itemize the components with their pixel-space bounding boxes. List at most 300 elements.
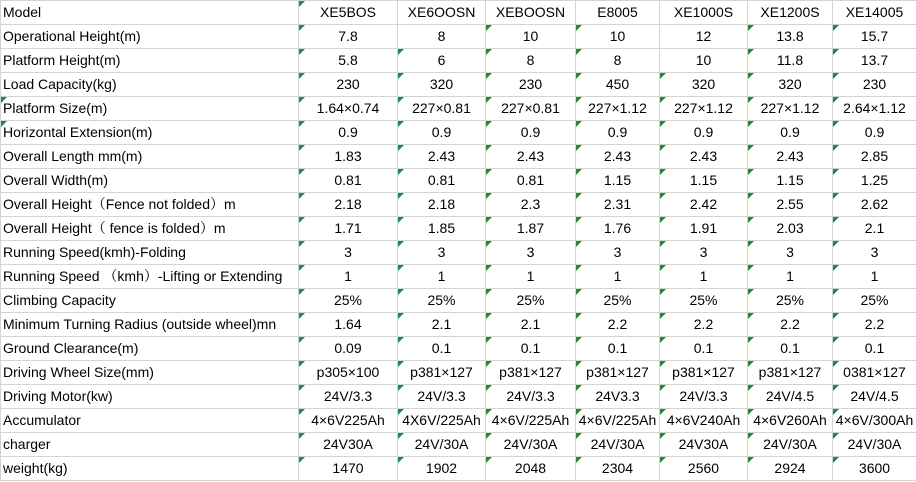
row-label: Ground Clearance(m) xyxy=(1,337,299,361)
cell-marker-icon xyxy=(833,73,839,79)
row-label: Platform Size(m) xyxy=(1,97,299,121)
table-cell: 1 xyxy=(398,265,486,289)
cell-marker-icon xyxy=(833,97,839,103)
row-label: Running Speed （kmh）-Lifting or Extending xyxy=(1,265,299,289)
table-cell: 1.85 xyxy=(398,217,486,241)
table-cell: 227×0.81 xyxy=(486,97,576,121)
table-cell: 13.7 xyxy=(833,49,916,73)
cell-marker-icon xyxy=(660,433,666,439)
row-label: Climbing Capacity xyxy=(1,289,299,313)
table-cell: 0.1 xyxy=(833,337,916,361)
cell-marker-icon xyxy=(398,73,404,79)
cell-marker-icon xyxy=(660,241,666,247)
table-cell: 2.43 xyxy=(576,145,660,169)
table-cell: 24V/3.3 xyxy=(486,385,576,409)
row-label: Horizontal Extension(m) xyxy=(1,121,299,145)
table-cell: 13.8 xyxy=(748,25,833,49)
cell-marker-icon xyxy=(486,145,492,151)
table-cell: 450 xyxy=(576,73,660,97)
cell-marker-icon xyxy=(576,409,582,415)
table-cell: 2.31 xyxy=(576,193,660,217)
cell-marker-icon xyxy=(748,337,754,343)
cell-marker-icon xyxy=(486,97,492,103)
cell-marker-icon xyxy=(833,313,839,319)
cell-marker-icon xyxy=(398,49,404,55)
table-row xyxy=(1,49,916,73)
row-label: Overall Height（Fence not folded）m xyxy=(1,193,299,217)
table-cell: 12 xyxy=(660,25,748,49)
cell-marker-icon xyxy=(660,97,666,103)
table-cell: 2304 xyxy=(576,457,660,481)
model-header-cell: XE1000S xyxy=(660,1,748,25)
table-row xyxy=(1,97,916,121)
table-cell: 2.1 xyxy=(833,217,916,241)
table-cell: 4×6V/300Ah xyxy=(833,409,916,433)
cell-marker-icon xyxy=(833,169,839,175)
table-cell: 24V/30A xyxy=(833,433,916,457)
table-cell: 24V30A xyxy=(299,433,398,457)
row-label: Driving Motor(kw) xyxy=(1,385,299,409)
table-cell: 1.76 xyxy=(576,217,660,241)
cell-marker-icon xyxy=(660,385,666,391)
table-cell: 7.8 xyxy=(299,25,398,49)
cell-marker-icon xyxy=(299,385,305,391)
model-header-cell: XEBOOSN xyxy=(486,1,576,25)
cell-marker-icon xyxy=(299,1,305,7)
cell-marker-icon xyxy=(398,289,404,295)
cell-marker-icon xyxy=(486,169,492,175)
table-cell: p381×127 xyxy=(576,361,660,385)
row-label: Platform Height(m) xyxy=(1,49,299,73)
cell-marker-icon xyxy=(660,169,666,175)
cell-marker-icon xyxy=(486,49,492,55)
cell-marker-icon xyxy=(748,169,754,175)
cell-marker-icon xyxy=(833,193,839,199)
table-cell: 227×1.12 xyxy=(660,97,748,121)
table-cell: 0.1 xyxy=(660,337,748,361)
cell-marker-icon xyxy=(486,313,492,319)
table-cell: 320 xyxy=(398,73,486,97)
cell-marker-icon xyxy=(576,217,582,223)
cell-marker-icon xyxy=(576,337,582,343)
table-cell: 2.43 xyxy=(660,145,748,169)
table-cell: 3 xyxy=(486,241,576,265)
table-cell: 1.87 xyxy=(486,217,576,241)
table-cell: 0.9 xyxy=(486,121,576,145)
table-cell: 25% xyxy=(576,289,660,313)
table-cell: 2.18 xyxy=(398,193,486,217)
table-cell: 0.81 xyxy=(299,169,398,193)
table-cell: 1 xyxy=(486,265,576,289)
cell-marker-icon xyxy=(833,361,839,367)
cell-marker-icon xyxy=(299,121,305,127)
cell-marker-icon xyxy=(398,385,404,391)
table-cell: 2924 xyxy=(748,457,833,481)
cell-marker-icon xyxy=(398,97,404,103)
table-cell: 8 xyxy=(398,25,486,49)
table-cell: 2.2 xyxy=(748,313,833,337)
table-cell: 2.43 xyxy=(486,145,576,169)
cell-marker-icon xyxy=(748,241,754,247)
cell-marker-icon xyxy=(576,313,582,319)
cell-marker-icon xyxy=(486,121,492,127)
header-row xyxy=(1,1,916,25)
cell-marker-icon xyxy=(398,193,404,199)
table-cell: 227×1.12 xyxy=(748,97,833,121)
cell-marker-icon xyxy=(660,409,666,415)
cell-marker-icon xyxy=(486,265,492,271)
table-cell: 15.7 xyxy=(833,25,916,49)
table-cell: p305×100 xyxy=(299,361,398,385)
cell-marker-icon xyxy=(299,433,305,439)
cell-marker-icon xyxy=(398,169,404,175)
table-cell: 25% xyxy=(833,289,916,313)
table-cell: 0.9 xyxy=(660,121,748,145)
table-cell: 4×6V/225Ah xyxy=(486,409,576,433)
table-cell: 25% xyxy=(398,289,486,313)
cell-marker-icon xyxy=(833,385,839,391)
table-cell: 2.55 xyxy=(748,193,833,217)
table-cell: 2048 xyxy=(486,457,576,481)
table-cell: 1 xyxy=(299,265,398,289)
cell-marker-icon xyxy=(833,145,839,151)
row-label: Accumulator xyxy=(1,409,299,433)
cell-marker-icon xyxy=(486,193,492,199)
table-cell: 0.81 xyxy=(486,169,576,193)
table-cell: 25% xyxy=(748,289,833,313)
table-cell: 1 xyxy=(748,265,833,289)
cell-marker-icon xyxy=(486,337,492,343)
table-cell: 25% xyxy=(299,289,398,313)
cell-marker-icon xyxy=(660,337,666,343)
cell-marker-icon xyxy=(748,385,754,391)
cell-marker-icon xyxy=(398,121,404,127)
table-cell: 2.64×1.12 xyxy=(833,97,916,121)
table-cell: 8 xyxy=(576,49,660,73)
table-cell: 2.43 xyxy=(398,145,486,169)
table-cell: 1.71 xyxy=(299,217,398,241)
table-cell: 1902 xyxy=(398,457,486,481)
cell-marker-icon xyxy=(576,457,582,463)
cell-marker-icon xyxy=(833,337,839,343)
table-cell: 25% xyxy=(486,289,576,313)
cell-marker-icon xyxy=(833,265,839,271)
table-cell: 2.2 xyxy=(833,313,916,337)
cell-marker-icon xyxy=(660,121,666,127)
cell-marker-icon xyxy=(299,49,305,55)
cell-marker-icon xyxy=(299,289,305,295)
table-cell: 2.1 xyxy=(398,313,486,337)
cell-marker-icon xyxy=(833,217,839,223)
cell-marker-icon xyxy=(576,169,582,175)
cell-marker-icon xyxy=(660,457,666,463)
row-label: Overall Height（ fence is folded）m xyxy=(1,217,299,241)
table-row xyxy=(1,193,916,217)
cell-marker-icon xyxy=(299,337,305,343)
table-cell: 1.15 xyxy=(748,169,833,193)
table-cell: 3 xyxy=(748,241,833,265)
cell-marker-icon xyxy=(299,73,305,79)
cell-marker-icon xyxy=(398,145,404,151)
table-cell: 1.91 xyxy=(660,217,748,241)
table-cell: p381×127 xyxy=(486,361,576,385)
cell-marker-icon xyxy=(576,289,582,295)
cell-marker-icon xyxy=(833,121,839,127)
cell-marker-icon xyxy=(748,145,754,151)
table-cell: 0.81 xyxy=(398,169,486,193)
cell-marker-icon xyxy=(660,313,666,319)
table-cell: 10 xyxy=(660,49,748,73)
table-cell: 24V/30A xyxy=(748,433,833,457)
cell-marker-icon xyxy=(299,217,305,223)
table-row xyxy=(1,337,916,361)
table-cell: 2.1 xyxy=(486,313,576,337)
cell-marker-icon xyxy=(486,409,492,415)
cell-marker-icon xyxy=(748,121,754,127)
table-cell: 1 xyxy=(576,265,660,289)
cell-marker-icon xyxy=(299,193,305,199)
table-row xyxy=(1,385,916,409)
table-cell: 24V3.3 xyxy=(576,385,660,409)
cell-marker-icon xyxy=(398,457,404,463)
table-cell: 1.64×0.74 xyxy=(299,97,398,121)
cell-marker-icon xyxy=(748,433,754,439)
cell-marker-icon xyxy=(398,409,404,415)
cell-marker-icon xyxy=(748,25,754,31)
cell-marker-icon xyxy=(299,97,305,103)
table-row xyxy=(1,433,916,457)
table-cell: 10 xyxy=(576,25,660,49)
table-cell: 0.9 xyxy=(833,121,916,145)
cell-marker-icon xyxy=(576,241,582,247)
table-cell: 24V/4.5 xyxy=(833,385,916,409)
cell-marker-icon xyxy=(486,433,492,439)
cell-marker-icon xyxy=(299,169,305,175)
cell-marker-icon xyxy=(576,193,582,199)
table-cell: 2.3 xyxy=(486,193,576,217)
cell-marker-icon xyxy=(660,193,666,199)
table-cell: 3 xyxy=(833,241,916,265)
cell-marker-icon xyxy=(299,313,305,319)
table-cell: 25% xyxy=(660,289,748,313)
cell-marker-icon xyxy=(576,265,582,271)
table-cell: 4X6V/225Ah xyxy=(398,409,486,433)
cell-marker-icon xyxy=(576,49,582,55)
table-cell: 24V/3.3 xyxy=(660,385,748,409)
row-label: Overall Length mm(m) xyxy=(1,145,299,169)
table-row xyxy=(1,289,916,313)
cell-marker-icon xyxy=(299,457,305,463)
cell-marker-icon xyxy=(748,97,754,103)
table-cell: 0.1 xyxy=(398,337,486,361)
table-cell: 3 xyxy=(299,241,398,265)
table-cell: 1.25 xyxy=(833,169,916,193)
cell-marker-icon xyxy=(1,121,7,127)
table-cell: 320 xyxy=(748,73,833,97)
table-cell: p381×127 xyxy=(398,361,486,385)
cell-marker-icon xyxy=(748,361,754,367)
cell-marker-icon xyxy=(398,361,404,367)
row-label: Minimum Turning Radius (outside wheel)mn xyxy=(1,313,299,337)
cell-marker-icon xyxy=(576,145,582,151)
spec-table-body xyxy=(1,1,916,481)
table-cell: 230 xyxy=(299,73,398,97)
row-label: Running Speed(kmh)-Folding xyxy=(1,241,299,265)
model-header-cell: XE6OOSN xyxy=(398,1,486,25)
cell-marker-icon xyxy=(576,121,582,127)
cell-marker-icon xyxy=(486,25,492,31)
cell-marker-icon xyxy=(833,49,839,55)
cell-marker-icon xyxy=(398,313,404,319)
table-cell: 227×0.81 xyxy=(398,97,486,121)
table-cell: 230 xyxy=(486,73,576,97)
table-cell: 320 xyxy=(660,73,748,97)
cell-marker-icon xyxy=(576,97,582,103)
table-row xyxy=(1,457,916,481)
table-cell: 10 xyxy=(486,25,576,49)
table-cell: 0.9 xyxy=(299,121,398,145)
table-cell: 2.18 xyxy=(299,193,398,217)
table-cell: p381×127 xyxy=(660,361,748,385)
cell-marker-icon xyxy=(299,145,305,151)
table-cell: 1 xyxy=(833,265,916,289)
cell-marker-icon xyxy=(299,361,305,367)
table-cell: 0381×127 xyxy=(833,361,916,385)
table-cell: 1.15 xyxy=(576,169,660,193)
cell-marker-icon xyxy=(576,73,582,79)
cell-marker-icon xyxy=(576,361,582,367)
table-cell: 2.42 xyxy=(660,193,748,217)
table-row xyxy=(1,73,916,97)
cell-marker-icon xyxy=(833,409,839,415)
table-cell: 4×6V/225Ah xyxy=(576,409,660,433)
table-cell: 2.03 xyxy=(748,217,833,241)
cell-marker-icon xyxy=(299,409,305,415)
table-cell: 1.15 xyxy=(660,169,748,193)
model-header-cell: XE5BOS xyxy=(299,1,398,25)
cell-marker-icon xyxy=(299,241,305,247)
table-cell: 0.1 xyxy=(748,337,833,361)
cell-marker-icon xyxy=(660,217,666,223)
cell-marker-icon xyxy=(660,265,666,271)
table-row xyxy=(1,145,916,169)
table-cell: 227×1.12 xyxy=(576,97,660,121)
table-cell: 0.1 xyxy=(486,337,576,361)
cell-marker-icon xyxy=(486,241,492,247)
cell-marker-icon xyxy=(486,457,492,463)
cell-marker-icon xyxy=(748,49,754,55)
table-row xyxy=(1,169,916,193)
table-cell: 3600 xyxy=(833,457,916,481)
table-cell: 0.9 xyxy=(398,121,486,145)
row-label: Overall Width(m) xyxy=(1,169,299,193)
table-cell: 24V/30A xyxy=(576,433,660,457)
cell-marker-icon xyxy=(398,241,404,247)
cell-marker-icon xyxy=(398,337,404,343)
table-cell: 1.83 xyxy=(299,145,398,169)
table-row xyxy=(1,409,916,433)
row-label: charger xyxy=(1,433,299,457)
table-cell: 24V/3.3 xyxy=(398,385,486,409)
cell-marker-icon xyxy=(299,25,305,31)
table-cell: 0.9 xyxy=(748,121,833,145)
cell-marker-icon xyxy=(660,289,666,295)
cell-marker-icon xyxy=(660,145,666,151)
table-cell: 2.43 xyxy=(748,145,833,169)
cell-marker-icon xyxy=(748,73,754,79)
model-header-cell: XE14005 xyxy=(833,1,916,25)
cell-marker-icon xyxy=(486,385,492,391)
table-cell: 0.9 xyxy=(576,121,660,145)
table-row xyxy=(1,313,916,337)
table-row xyxy=(1,121,916,145)
table-cell: 3 xyxy=(660,241,748,265)
cell-marker-icon xyxy=(576,385,582,391)
cell-marker-icon xyxy=(486,289,492,295)
cell-marker-icon xyxy=(486,217,492,223)
table-row xyxy=(1,25,916,49)
table-cell: 5.8 xyxy=(299,49,398,73)
table-cell: 11.8 xyxy=(748,49,833,73)
row-label: Driving Wheel Size(mm) xyxy=(1,361,299,385)
table-cell: 0.1 xyxy=(576,337,660,361)
table-cell: 3 xyxy=(576,241,660,265)
table-cell: 2560 xyxy=(660,457,748,481)
table-cell: 4×6V225Ah xyxy=(299,409,398,433)
cell-marker-icon xyxy=(748,409,754,415)
cell-marker-icon xyxy=(299,265,305,271)
cell-marker-icon xyxy=(1,97,7,103)
table-cell: 4×6V260Ah xyxy=(748,409,833,433)
model-header-cell: E8005 xyxy=(576,1,660,25)
table-cell: 230 xyxy=(833,73,916,97)
table-cell: 4×6V240Ah xyxy=(660,409,748,433)
cell-marker-icon xyxy=(833,457,839,463)
cell-marker-icon xyxy=(833,25,839,31)
table-cell: 24V/30A xyxy=(398,433,486,457)
table-cell: 24V/4.5 xyxy=(748,385,833,409)
row-label: Model xyxy=(1,1,299,25)
cell-marker-icon xyxy=(833,289,839,295)
table-cell: 0.09 xyxy=(299,337,398,361)
model-header-cell: XE1200S xyxy=(748,1,833,25)
cell-marker-icon xyxy=(660,73,666,79)
table-cell: 2.85 xyxy=(833,145,916,169)
table-cell: 1.64 xyxy=(299,313,398,337)
cell-marker-icon xyxy=(398,217,404,223)
cell-marker-icon xyxy=(576,433,582,439)
cell-marker-icon xyxy=(660,361,666,367)
table-cell: p381×127 xyxy=(748,361,833,385)
cell-marker-icon xyxy=(748,457,754,463)
cell-marker-icon xyxy=(576,25,582,31)
table-cell: 2.62 xyxy=(833,193,916,217)
table-row xyxy=(1,265,916,289)
cell-marker-icon xyxy=(748,193,754,199)
table-cell: 1 xyxy=(660,265,748,289)
cell-marker-icon xyxy=(833,241,839,247)
cell-marker-icon xyxy=(748,217,754,223)
table-row xyxy=(1,241,916,265)
cell-marker-icon xyxy=(398,265,404,271)
table-cell: 24V/3.3 xyxy=(299,385,398,409)
cell-marker-icon xyxy=(748,313,754,319)
table-cell: 2.2 xyxy=(660,313,748,337)
row-label: Load Capacity(kg) xyxy=(1,73,299,97)
table-cell: 8 xyxy=(486,49,576,73)
table-row xyxy=(1,361,916,385)
table-cell: 24V30A xyxy=(660,433,748,457)
